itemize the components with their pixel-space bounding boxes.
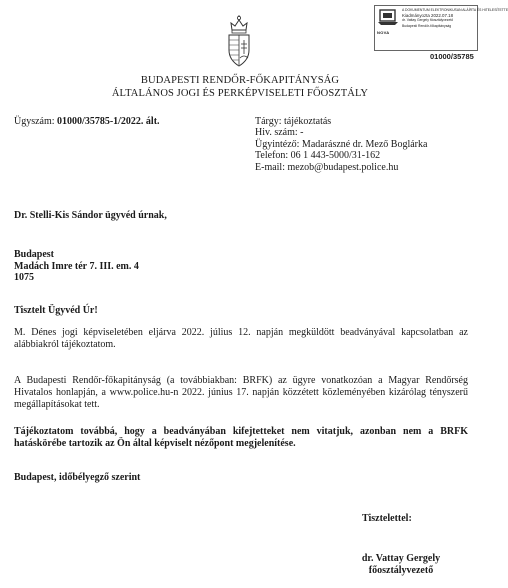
- addressee: Dr. Stelli-Kis Sándor ügyvéd úrnak,: [14, 210, 167, 221]
- stamp-line-date: Kiadmányozta 2022.07.18: [402, 13, 454, 19]
- signatory-title: főosztályvezető: [368, 565, 434, 576]
- case-number-value: 01000/35785-1/2022. ált.: [57, 116, 160, 127]
- nova-logo-icon: [377, 8, 399, 28]
- stamp-line: dr. Vattay Gergely főosztályvezető: [402, 18, 454, 23]
- closing-formula: Tisztelettel:: [362, 513, 412, 524]
- subject-line: Tárgy: tájékoztatás: [255, 116, 332, 127]
- case-officer-line: Ügyintéző: Madarászné dr. Mező Boglárka: [255, 138, 428, 150]
- electronic-signature-stamp: [374, 5, 508, 51]
- coat-of-arms-icon: [226, 14, 252, 68]
- address-block: [14, 249, 139, 284]
- body-paragraph-1: M. Dénes jogi képviseletében eljárva 2022. július 12. napján megküldött beadványával kapcsolatban az alábbiakról tájékoztatom.: [14, 327, 468, 350]
- department-name: ÁLTALÁNOS JOGI ÉS PERKÉPVISELETI FŐOSZTÁLY: [111, 87, 369, 99]
- reference-number-line: Hiv. szám: -: [255, 127, 304, 139]
- body-paragraph-3: Tájékoztatom továbbá, hogy a beadványában kifejtetteket nem vitatjuk, azonban nem a BRFK hatáskörébe tartozik az Ön által képviselt nézőpont megjelenítése.: [14, 426, 468, 449]
- signature-block: [0, 553, 479, 577]
- subject-block: [255, 116, 427, 173]
- stamp-logo-text: NOVA: [377, 30, 390, 35]
- address-zip: 1075: [14, 272, 34, 284]
- organization-name: BUDAPESTI RENDŐR-FŐKAPITÁNYSÁG: [140, 75, 340, 86]
- case-number: [14, 116, 160, 128]
- stamp-line: A DOKUMENTUM ELEKTRONIKUSAN ALÁÍRTA ÉS HITELESÍTETTE: [402, 8, 508, 12]
- salutation: Tisztelt Ügyvéd Úr!: [14, 305, 98, 316]
- place-and-date: Budapest, időbélyegző szerint: [14, 472, 141, 483]
- organization-header: [0, 75, 480, 100]
- email-line: E-mail: mezob@budapest.police.hu: [255, 161, 399, 173]
- address-street: Madách Imre tér 7. III. em. 4: [14, 260, 139, 272]
- phone-line: Telefon: 06 1 443-5000/31-162: [255, 150, 381, 162]
- stamp-line: Budapesti Rendőr-főkapitányság: [402, 23, 452, 28]
- case-number-label: Ügyszám:: [14, 116, 55, 127]
- stamp-text-lines: [402, 8, 508, 29]
- body-paragraph-2: A Budapesti Rendőr-főkapitányság (a továbbiakban: BRFK) az ügyre vonatkozóan a Magyar Rendőrség Hivatalos honlapján, a www.police.hu-n 2022. június 17. napján közzétett közleményében kizárólag tényszerű megállapításokat tett.: [14, 375, 468, 410]
- signatory-name: dr. Vattay Gergely: [361, 553, 441, 564]
- address-city: Budapest: [14, 249, 55, 260]
- stamp-document-number: 01000/35785: [430, 52, 474, 61]
